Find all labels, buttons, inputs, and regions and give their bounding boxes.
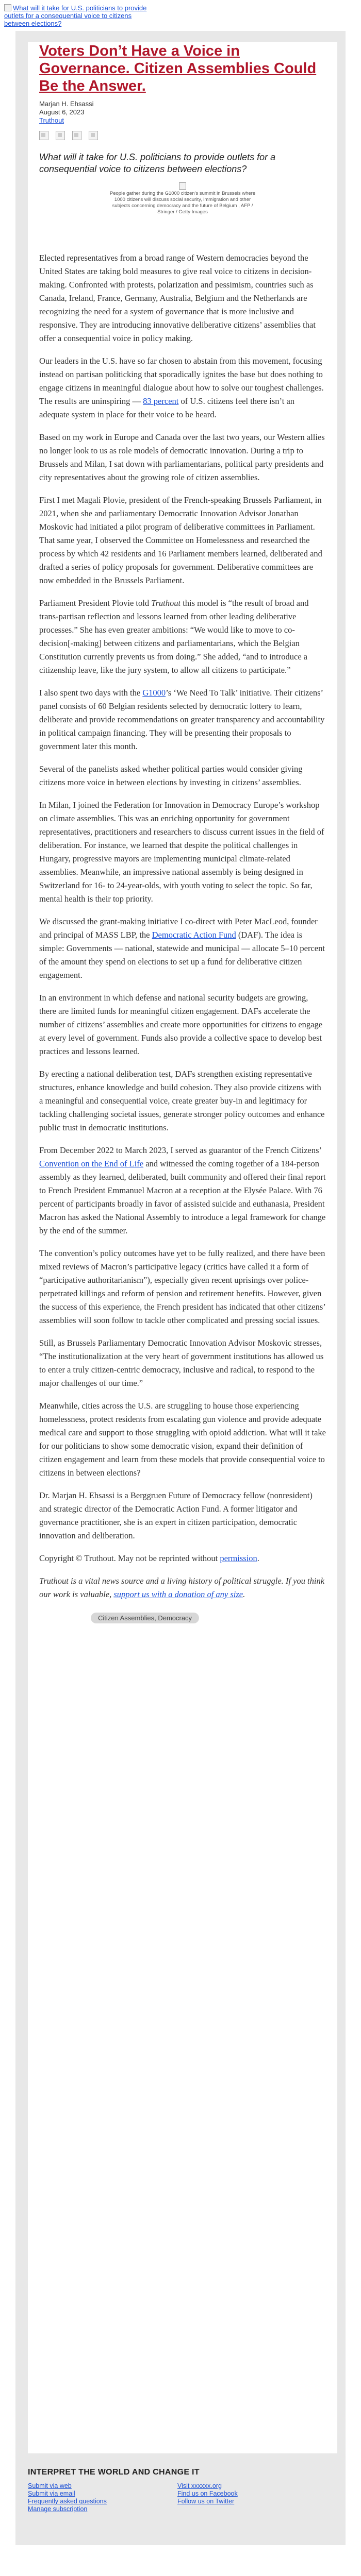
paragraph: In an environment in which defense and national security budgets are growing, there are limited funds for meaningful citizen engagement. DAFs accelerate the number of citizens’ assemblies and create more opportunities for citizens to engage at every level of government. Funds also provide a collective space to develop best practices and lessons learned. [39,993,323,1056]
paragraph: We discussed the grant-making initiative I co-direct with Peter MacLeod, founder and principal of MASS LBP, the Democratic Action Fund (DAF). The idea is simple: Governments — national, statewide and municipal — allocate 5–10 percent of the amount they spend on elections to set up a fund for deliberative citizen engagement. [39,917,325,980]
facebook-link[interactable]: Find us on Facebook [177,2490,238,2497]
paragraph: In Milan, I joined the Federation for Innovation in Democracy Europe’s workshop on climate assemblies. This was an enriching opportunity for government representatives, practitioners and researchers to discuss current issues in the field of deliberation. For instance, we learned that despite the political challenges in Hungary, progressive mayors are implementing municipal climate-related assemblies. Meanwhile, an impressive national assembly is being designed in Switzerland for 16- to 24-year-olds, with youth voting to select the topic. So far, mental health is their top priority. [39,800,324,904]
paragraph: Still, as Brussels Parliamentary Democratic Innovation Advisor Moskovic stresses, “The institutionalization at the very heart of government institutions has allowed us to enter a truly citizen-centric democracy, inclusive and radical, to respond to the major challenges of our time.” [39,1338,324,1388]
submit-web-link[interactable]: Submit via web [28,2482,72,2489]
author: Marjan H. Ehsassi [39,100,94,108]
daf-link[interactable]: Democratic Action Fund [152,930,236,940]
share-bar [39,131,326,141]
permission-link[interactable]: permission [220,1553,257,1563]
article-meta [39,100,326,125]
paragraph: I also spent two days with the G1000’s ‘We Need To Talk’ initiative. Their citizens’ panel consists of 60 Belgian residents selected by democratic lottery to learn, deliberate and provide recommendations on greater transparency and accountability in political campaign financing. They will be presenting their proposals to government later this month. [39,688,325,751]
footer [28,2468,337,2545]
donation-link[interactable]: support us with a donation of any size [113,1589,243,1599]
article-card [28,42,337,2453]
broken-image-icon [4,4,11,11]
image-placeholder-icon [179,182,186,190]
print-icon[interactable] [89,131,98,140]
email-share-icon[interactable] [72,131,81,140]
paragraph: Based on my work in Europe and Canada over the last two years, our Western allies no longer look to us as role models of democratic innovation. During a trip to Brussels and Milan, I sat down with parliamentarians, political party presidents and city representatives about the growing role of citizen assemblies. [39,432,325,482]
paragraph: Our leaders in the U.S. have so far chosen to abstain from this movement, focusing instead on partisan politicking that sporadically ignites the base but does nothing to engage citizens in meaningful dialogue about how to solve our toughest challenges. The results are uninspiring — 83 percent of U.S. citizens feel there isn’t an adequate system in place for their voice to be heard. [39,356,324,419]
copyright: Copyright © Truthout. May not be reprinted without permission. [39,1553,259,1563]
faq-link[interactable]: Frequently asked questions [28,2498,107,2505]
paragraph: From December 2022 to March 2023, I served as guarantor of the French Citizens’ Convention on the End of Life and witnessed the coming together of a 184-person assembly as they learned, deliberated, built community and offered their final report to French President Emmanuel Macron at a reception at the Elysée Palace. With 76 percent of participants broadly in favor of assisted suicide and euthanasia, President Macron has asked the National Assembly to introduce a legal framework for change by the end of the summer. [39,1145,326,1235]
article-dek: What will it take for U.S. politicians to provide outlets for a consequential voice to citizens between elections? [39,152,276,174]
facebook-icon[interactable] [39,131,48,140]
footer-heading: INTERPRET THE WORLD AND CHANGE IT [28,2468,200,2477]
manage-subscription-link[interactable]: Manage subscription [28,2505,88,2513]
paragraph: Several of the panelists asked whether political parties would consider giving citizens more voice in between elections by investing in citizens’ assemblies. [39,764,303,787]
footer-left-links [28,2482,177,2513]
publication-link[interactable]: Truthout [39,116,64,124]
paragraph: The convention’s policy outcomes have yet to be fully realized, and there have been mixed reviews of Macron’s participative legacy (critics have called it a form of “participative authoritarianism”), especially given recent uprisings over police-perpetrated killings and reform of pension and retirement benefits. However, given the success of this experience, the French president has indicated that other citizens’ assemblies will soon follow to tackle other complicated and pressing social issues. [39,1248,325,1325]
submit-email-link[interactable]: Submit via email [28,2490,75,2497]
twitter-icon[interactable] [56,131,65,140]
article-title[interactable]: Voters Don’t Have a Voice in Governance. Citizen Assemblies Could Be the Answer. [39,43,317,94]
percent-link[interactable]: 83 percent [143,396,179,406]
footer-right-links [177,2482,327,2513]
promo: Truthout is a vital news source and a living history of political struggle. If you think our work is valuable, support us with a donation of any size. [39,1576,325,1599]
g1000-link[interactable]: G1000 [142,688,166,698]
article-body [39,251,326,1623]
paragraph: Elected representatives from a broad range of Western democracies beyond the United States are taking bold measures to give real voice to citizens in decision-making. Confronted with protests, polarization and pessimism, countries such as Canada, Ireland, France, Germany, Australia, Belgium and the Netherlands are recognizing the need for a system of governance that is more inclusive and responsive. They are introducing innovative deliberative citizens’ assemblies that offer a consequential voice in policy making. [39,253,316,343]
email-wrapper [15,31,346,2545]
header-image-link[interactable]: What will it take for U.S. politicians to provide outlets for a consequential voice to citizens between elections? [4,4,147,27]
paragraph: Parliament President Plovie told Truthout this model is “the result of broad and trans-partisan reflection and lessons learned from other leading deliberative processes.” She has even greater ambitions: “We would like to move to co-decision[-making] between citizens and parliamentarians, which the Belgian Constitution currently prevents us from doing.” She added, “and to introduce a citizenship leave, like the jury system, to allow all citizens to participate.” [39,598,309,675]
visit-site-link[interactable]: Visit xxxxxx.org [177,2482,222,2489]
topic-tag[interactable]: Citizen Assemblies, Democracy [91,1613,199,1623]
paragraph: By erecting a national deliberation test, DAFs strengthen existing representative structures, enhance knowledge and build cohesion. They also provide citizens with a meaningful and consequential voice, create greater buy-in and legitimacy for tackling challenging societal issues, generate stronger policy outcomes and enhance public trust in democratic institutions. [39,1069,325,1132]
paragraph: First I met Magali Plovie, president of the French-speaking Brussels Parliament, in 2021, when she and parliamentary Democratic Innovation Advisor Jonathan Moskovic had initiated a pilot program of deliberative committees in Parliament. That same year, I observed the Committee on Homelessness and researched the process by which 42 residents and 16 Parliament members learned, deliberated and drafted a series of policy proposals for government. Deliberative committees are now embedded in the Brussels Parliament. [39,495,322,585]
paragraph: Meanwhile, cities across the U.S. are struggling to house those experiencing homelessness, protect residents from escalating gun violence and provide adequate medical care and support to those struggling with opioid addiction. What will it take for our politicians to show some democratic vision, expand their definition of citizen engagement and learn from these models that provide consequential voice to citizens in between elections? [39,1401,326,1478]
twitter-link[interactable]: Follow us on Twitter [177,2498,235,2505]
date: August 6, 2023 [39,108,85,116]
author-bio: Dr. Marjan H. Ehsassi is a Berggruen Future of Democracy fellow (nonresident) and strategic director of the Democratic Action Fund. A former litigator and governance practitioner, she is an expert in citizen participation, democratic innovation and deliberation. [39,1490,313,1540]
convention-link[interactable]: Convention on the End of Life [39,1159,144,1168]
figure-caption: People gather during the G1000 citizen's summit in Brussels where 1000 citizens will discuss social security, immigration and other subjects concerning democracy and the future of Belgium , AFP / Stringer / Getty Images [109,191,256,215]
article-figure [105,182,260,215]
